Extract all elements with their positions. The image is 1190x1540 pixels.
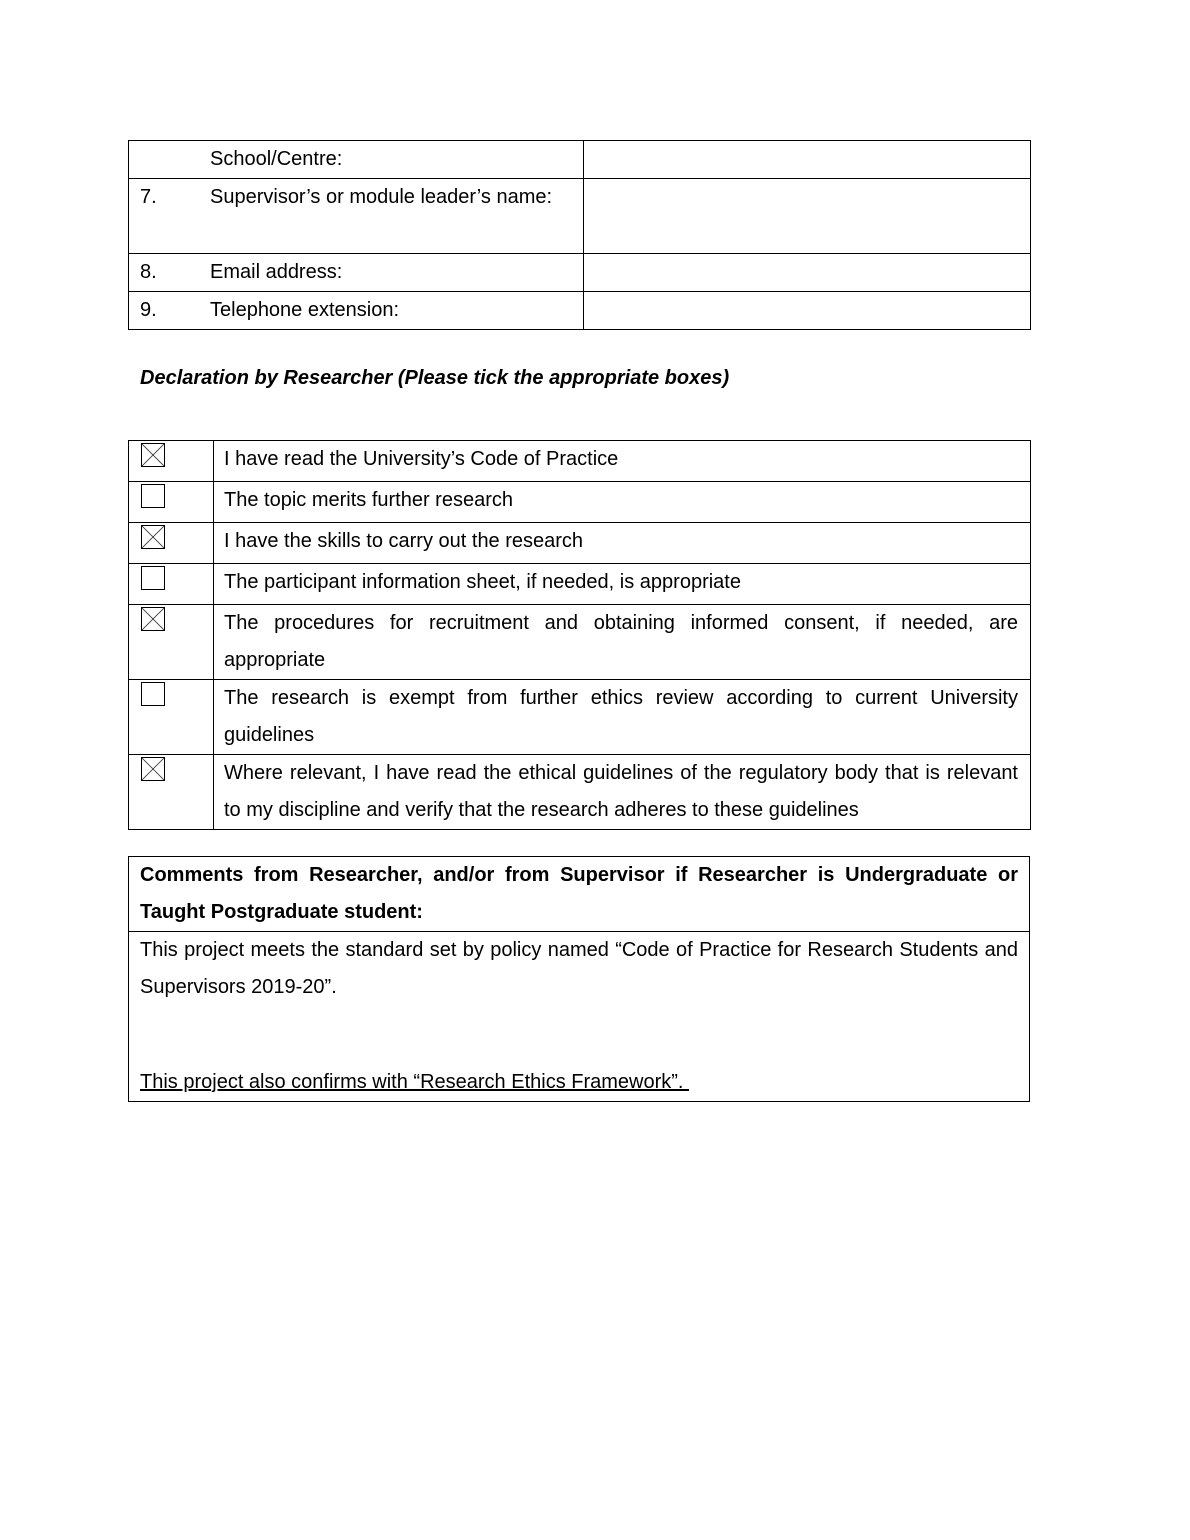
checklist-row bbox=[129, 564, 1031, 605]
checkbox-cell bbox=[129, 605, 214, 680]
declaration-heading: Declaration by Researcher (Please tick the appropriate boxes) bbox=[140, 367, 730, 389]
checkmark-x-icon bbox=[142, 526, 164, 548]
info-row-email bbox=[129, 254, 1031, 292]
info-number: 8. bbox=[140, 261, 157, 283]
checkbox-cell bbox=[129, 755, 214, 830]
researcher-info-table bbox=[128, 140, 1031, 330]
checklist-item-text: I have the skills to carry out the research bbox=[214, 523, 1031, 564]
checklist-row bbox=[129, 523, 1031, 564]
checkbox-cell bbox=[129, 441, 214, 482]
school-centre-field[interactable] bbox=[584, 141, 1031, 179]
checkmark-x-icon bbox=[142, 444, 164, 466]
checklist-row bbox=[129, 605, 1031, 680]
info-row-school bbox=[129, 141, 1031, 179]
checklist-row bbox=[129, 441, 1031, 482]
info-number: 7. bbox=[140, 186, 157, 208]
checklist-item-text: I have read the University’s Code of Practice bbox=[214, 441, 1031, 482]
checkbox[interactable] bbox=[141, 566, 165, 590]
comments-heading-row bbox=[129, 857, 1030, 932]
info-label-cell bbox=[129, 141, 584, 179]
checkmark-x-icon bbox=[142, 608, 164, 630]
email-address-field[interactable] bbox=[584, 254, 1031, 292]
checkbox[interactable] bbox=[141, 607, 165, 631]
info-label-cell bbox=[129, 179, 584, 254]
checkbox[interactable] bbox=[141, 443, 165, 467]
info-label-cell bbox=[129, 254, 584, 292]
checkbox[interactable] bbox=[141, 757, 165, 781]
comments-paragraph: This project meets the standard set by policy named “Code of Practice for Research Students and Supervisors 2019-20”. bbox=[140, 939, 1018, 998]
checkmark-x-icon bbox=[142, 758, 164, 780]
info-label: Supervisor’s or module leader’s name: bbox=[210, 186, 553, 208]
info-label: School/Centre: bbox=[210, 148, 343, 170]
checkbox[interactable] bbox=[141, 484, 165, 508]
comments-body[interactable] bbox=[129, 932, 1030, 1102]
comments-paragraph-underlined: This project also confirms with “Research Ethics Framework”. bbox=[140, 1071, 690, 1093]
checklist-item-text: The research is exempt from further ethics review according to current University guidelines bbox=[214, 680, 1031, 755]
info-label: Email address: bbox=[210, 261, 343, 283]
info-label: Telephone extension: bbox=[210, 299, 400, 321]
checkbox-cell bbox=[129, 564, 214, 605]
declaration-checklist bbox=[128, 440, 1031, 830]
info-number: 9. bbox=[140, 299, 157, 321]
comments-spacer bbox=[140, 1006, 1018, 1064]
checklist-row bbox=[129, 482, 1031, 523]
checklist-item-text: The procedures for recruitment and obtaining informed consent, if needed, are appropriate bbox=[214, 605, 1031, 680]
info-label-cell bbox=[129, 292, 584, 330]
checkbox-cell bbox=[129, 523, 214, 564]
checklist-item-text: The topic merits further research bbox=[214, 482, 1031, 523]
supervisor-name-field[interactable] bbox=[584, 179, 1031, 254]
checklist-item-text: Where relevant, I have read the ethical guidelines of the regulatory body that is relevant to my discipline and verify that the research adheres to these guidelines bbox=[214, 755, 1031, 830]
checklist-row bbox=[129, 680, 1031, 755]
telephone-extension-field[interactable] bbox=[584, 292, 1031, 330]
checkbox-cell bbox=[129, 680, 214, 755]
checklist-item-text: The participant information sheet, if needed, is appropriate bbox=[214, 564, 1031, 605]
checklist-row bbox=[129, 755, 1031, 830]
comments-heading: Comments from Researcher, and/or from Supervisor if Researcher is Undergraduate or Taught Postgraduate student: bbox=[129, 857, 1030, 932]
info-row-telephone bbox=[129, 292, 1031, 330]
info-row-supervisor bbox=[129, 179, 1031, 254]
checkbox[interactable] bbox=[141, 682, 165, 706]
comments-table bbox=[128, 856, 1030, 1102]
checkbox-cell bbox=[129, 482, 214, 523]
comments-body-row bbox=[129, 932, 1030, 1102]
checkbox[interactable] bbox=[141, 525, 165, 549]
